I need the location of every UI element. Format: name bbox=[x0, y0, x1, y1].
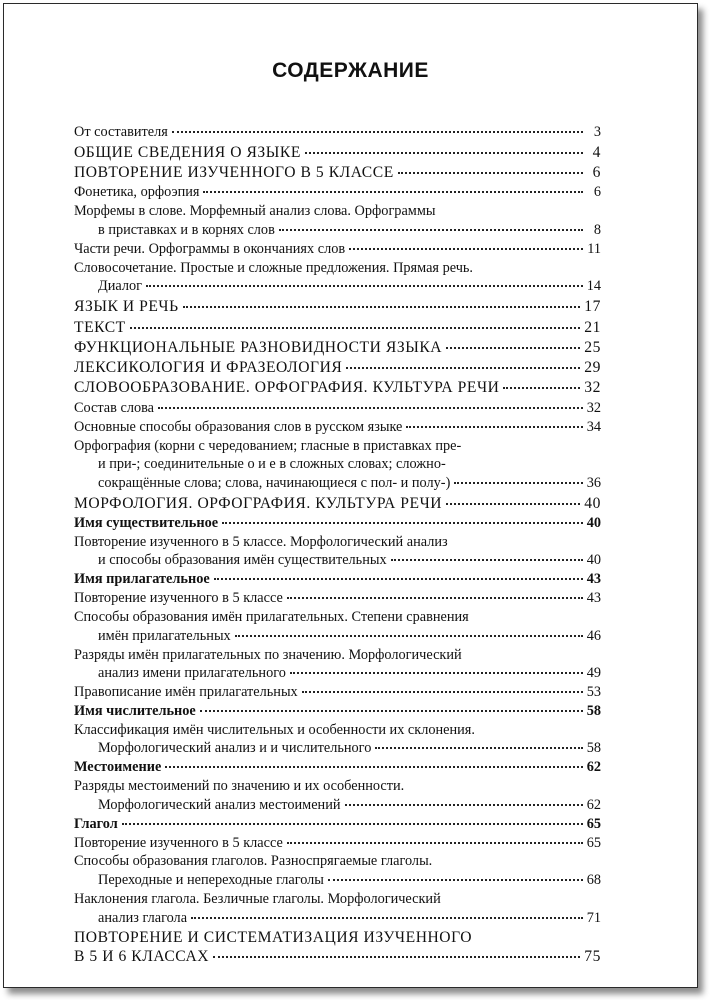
dot-leader bbox=[172, 131, 583, 133]
toc-page-number: 71 bbox=[586, 909, 601, 926]
toc-page-number: 14 bbox=[586, 278, 601, 295]
dot-leader bbox=[446, 347, 580, 349]
toc-page-number: 68 bbox=[586, 872, 601, 889]
dot-leader bbox=[346, 367, 580, 369]
toc-entry bbox=[74, 777, 601, 814]
dot-leader bbox=[290, 672, 583, 674]
dot-leader bbox=[302, 691, 583, 693]
toc-entry-text: ЯЗЫК И РЕЧЬ bbox=[74, 298, 179, 316]
toc-entry-text: Повторение изученного в 5 классе bbox=[74, 590, 283, 607]
toc-page-number: 75 bbox=[584, 948, 601, 966]
dot-leader bbox=[191, 917, 583, 919]
toc-entry-text: Способы образования глаголов. Разноспрягаемые глаголы. bbox=[74, 853, 433, 870]
toc-page-number: 8 bbox=[593, 221, 601, 238]
toc-page-number: 58 bbox=[586, 740, 601, 757]
toc-entry-text: Состав слова bbox=[74, 399, 155, 416]
toc-entry-text: и способы образования имён существительных bbox=[98, 552, 387, 569]
toc-entry-text: Разряды имён прилагательных по значению. Морфологический bbox=[74, 646, 462, 663]
toc-entry-text: Правописание имён прилагательных bbox=[74, 684, 298, 700]
toc-entry bbox=[74, 514, 601, 533]
dot-leader bbox=[503, 387, 580, 389]
dot-leader bbox=[305, 152, 583, 154]
dot-leader bbox=[158, 407, 583, 409]
toc-entry-text: ЛЕКСИКОЛОГИЯ И ФРАЗЕОЛОГИЯ bbox=[74, 359, 343, 377]
page-title: СОДЕРЖАНИЕ bbox=[272, 59, 429, 82]
toc-page-number: 21 bbox=[584, 318, 601, 336]
toc-entry-text: ОБЩИЕ СВЕДЕНИЯ О ЯЗЫКЕ bbox=[74, 143, 301, 161]
dot-leader bbox=[375, 747, 582, 749]
toc-entry-text: Фонетика, орфоэпия bbox=[74, 184, 200, 201]
table-of-contents bbox=[74, 123, 601, 968]
dot-leader bbox=[454, 482, 582, 484]
toc-entry bbox=[74, 183, 601, 202]
toc-entry-text: Основные способы образования слов в русском языке bbox=[74, 418, 403, 435]
dot-leader bbox=[287, 842, 583, 844]
toc-entry bbox=[74, 608, 601, 645]
toc-page-number: 43 bbox=[586, 590, 601, 607]
dot-leader bbox=[214, 578, 583, 580]
dot-leader bbox=[165, 766, 582, 768]
toc-entry-text: В 5 И 6 КЛАССАХ bbox=[74, 948, 210, 966]
dot-leader bbox=[213, 956, 580, 958]
dot-leader bbox=[328, 879, 583, 881]
toc-page-number: 49 bbox=[586, 665, 601, 682]
toc-entry-text: От составителя bbox=[74, 124, 168, 140]
toc-page-number: 40 bbox=[586, 514, 601, 531]
toc-entry-text: Глагол bbox=[74, 815, 118, 832]
toc-page-number: 6 bbox=[592, 164, 601, 182]
toc-entry-text: и при-; соединительные о и е в сложных словах; сложно- bbox=[98, 456, 446, 473]
dot-leader bbox=[391, 559, 583, 561]
toc-entry bbox=[74, 259, 601, 296]
dot-leader bbox=[200, 710, 583, 712]
toc-page-number: 32 bbox=[586, 399, 601, 416]
toc-entry-text: Разряды местоимений по значению и их особенности. bbox=[74, 778, 405, 795]
toc-entry bbox=[74, 143, 601, 162]
toc-entry-text: ПОВТОРЕНИЕ ИЗУЧЕННОГО В 5 КЛАССЕ bbox=[74, 164, 394, 182]
toc-entry bbox=[74, 570, 601, 589]
toc-entry-text: ПОВТОРЕНИЕ И СИСТЕМАТИЗАЦИЯ ИЗУЧЕННОГО bbox=[74, 929, 473, 947]
toc-page-number: 40 bbox=[584, 494, 601, 512]
toc-entry-text: Имя существительное bbox=[74, 514, 219, 531]
dot-leader bbox=[349, 248, 583, 250]
toc-page-number: 4 bbox=[592, 143, 601, 161]
dot-leader bbox=[446, 503, 580, 505]
toc-entry-text: анализ глагола bbox=[98, 909, 188, 926]
toc-entry bbox=[74, 721, 601, 758]
dot-leader bbox=[183, 306, 581, 308]
toc-entry-text: анализ имени прилагательного bbox=[98, 665, 286, 682]
toc-entry bbox=[74, 589, 601, 608]
toc-entry-text: Части речи. Орфограммы в окончаниях слов bbox=[74, 240, 346, 257]
toc-entry bbox=[74, 437, 601, 493]
toc-entry-text: Повторение изученного в 5 классе. Морфологический анализ bbox=[74, 533, 448, 550]
toc-entry-text: Морфемы в слове. Морфемный анализ слова. Орфограммы bbox=[74, 203, 436, 220]
toc-entry-text: ФУНКЦИОНАЛЬНЫЕ РАЗНОВИДНОСТИ ЯЗЫКА bbox=[74, 338, 443, 356]
dot-leader bbox=[406, 426, 582, 428]
toc-entry bbox=[74, 163, 601, 182]
toc-entry bbox=[74, 399, 601, 418]
toc-entry-text: МОРФОЛОГИЯ. ОРФОГРАФИЯ. КУЛЬТУРА РЕЧИ bbox=[74, 494, 443, 512]
toc-entry-text: Имя числительное bbox=[74, 702, 196, 719]
toc-entry-text: Морфологический анализ местоимений bbox=[98, 796, 341, 813]
toc-entry-text: Местоимение bbox=[74, 759, 162, 776]
dot-leader bbox=[203, 191, 583, 193]
toc-entry bbox=[74, 297, 601, 316]
toc-entry bbox=[74, 646, 601, 683]
dot-leader bbox=[146, 285, 583, 287]
toc-entry-text: Диалог bbox=[98, 278, 143, 295]
toc-entry bbox=[74, 318, 601, 337]
toc-entry-text: имён прилагательных bbox=[98, 627, 231, 644]
document-page bbox=[3, 3, 698, 988]
toc-entry bbox=[74, 240, 601, 259]
toc-entry bbox=[74, 815, 601, 834]
toc-entry bbox=[74, 758, 601, 777]
toc-page-number: 46 bbox=[586, 627, 601, 644]
dot-leader bbox=[279, 229, 583, 231]
toc-page-number: 62 bbox=[586, 759, 601, 776]
dot-leader bbox=[345, 804, 583, 806]
dot-leader bbox=[398, 172, 583, 174]
toc-page-number: 65 bbox=[586, 815, 601, 832]
toc-entry-text: СЛОВООБРАЗОВАНИЕ. ОРФОГРАФИЯ. КУЛЬТУРА РЕЧИ bbox=[74, 379, 500, 397]
toc-entry-text: Орфография (корни с чередованием; гласные в приставках пре- bbox=[74, 437, 462, 454]
toc-entry-text: Имя прилагательное bbox=[74, 571, 210, 588]
toc-entry bbox=[74, 890, 601, 927]
toc-page-number: 6 bbox=[593, 184, 601, 201]
toc-entry bbox=[74, 494, 601, 513]
toc-entry bbox=[74, 358, 601, 377]
toc-entry bbox=[74, 533, 601, 570]
toc-page-number: 58 bbox=[586, 702, 601, 719]
toc-page-number: 32 bbox=[584, 379, 601, 397]
toc-entry-text: в приставках и в корнях слов bbox=[98, 221, 275, 238]
toc-page-number: 40 bbox=[586, 552, 601, 569]
toc-entry-text: Способы образования имён прилагательных. Степени сравнения bbox=[74, 609, 469, 626]
toc-entry-text: Повторение изученного в 5 классе bbox=[74, 834, 283, 851]
toc-entry bbox=[74, 928, 601, 966]
toc-page-number: 65 bbox=[586, 834, 601, 851]
toc-page-number: 34 bbox=[586, 418, 601, 435]
dot-leader bbox=[122, 823, 583, 825]
toc-page-number: 36 bbox=[586, 474, 601, 491]
toc-entry bbox=[74, 123, 601, 142]
toc-entry-text: сокращённые слова; слова, начинающиеся с пол- и полу-) bbox=[98, 474, 451, 491]
dot-leader bbox=[235, 635, 583, 637]
toc-page-number: 43 bbox=[586, 571, 601, 588]
toc-entry bbox=[74, 202, 601, 239]
dot-leader bbox=[287, 597, 583, 599]
toc-page-number: 62 bbox=[586, 796, 601, 813]
toc-page-number: 29 bbox=[584, 359, 601, 377]
toc-entry bbox=[74, 338, 601, 357]
toc-entry bbox=[74, 852, 601, 889]
toc-entry-text: Наклонения глагола. Безличные глаголы. Морфологический bbox=[74, 890, 441, 907]
toc-entry bbox=[74, 702, 601, 721]
toc-entry-text: ТЕКСТ bbox=[74, 318, 126, 336]
toc-page-number: 11 bbox=[587, 240, 601, 257]
toc-entry bbox=[74, 418, 601, 437]
toc-entry-text: Переходные и непереходные глаголы bbox=[98, 872, 324, 889]
dot-leader bbox=[130, 327, 581, 329]
toc-entry-text: Морфологический анализ и и числительного bbox=[98, 740, 372, 757]
toc-page-number: 17 bbox=[584, 298, 601, 316]
toc-page-number: 53 bbox=[586, 684, 601, 700]
toc-entry bbox=[74, 378, 601, 397]
toc-entry bbox=[74, 834, 601, 853]
toc-page-number: 25 bbox=[584, 338, 601, 356]
toc-entry bbox=[74, 683, 601, 702]
dot-leader bbox=[222, 522, 583, 524]
toc-entry-text: Классификация имён числительных и особенности их склонения. bbox=[74, 721, 475, 738]
toc-entry-text: Словосочетание. Простые и сложные предложения. Прямая речь. bbox=[74, 259, 473, 276]
toc-page-number: 3 bbox=[593, 124, 601, 140]
